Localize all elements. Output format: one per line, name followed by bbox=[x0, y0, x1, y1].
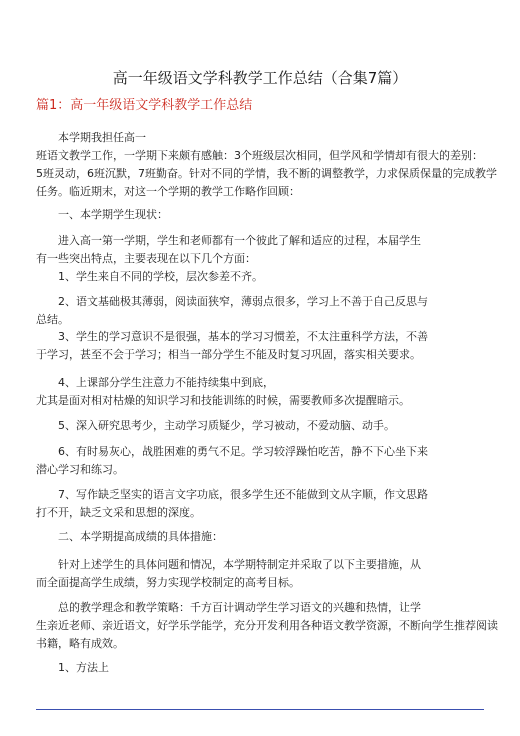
text-line: 书籍，略有成效。 bbox=[36, 637, 124, 650]
paragraph-method bbox=[36, 659, 486, 677]
text-line: 一、本学期学生现状： bbox=[36, 208, 168, 221]
text-line: 3、学生的学习意识不是很强，基本的学习习惯差，不太注重科学方法，不善 bbox=[36, 330, 428, 343]
text-line: 7、写作缺乏坚实的语言文字功底，很多学生还不能做到文从字顺，作文思路 bbox=[36, 488, 428, 501]
section-heading: 篇1：高一年级语文学科教学工作总结 bbox=[36, 98, 253, 113]
text-line: 2、语文基础极其薄弱，阅读面狭窄，薄弱点很多，学习上不善于自己反思与 bbox=[36, 295, 428, 308]
text-line: 进入高一第一学期，学生和老师都有一个彼此了解和适应的过程，本届学生 bbox=[36, 234, 421, 247]
text-line: 6、有时易灰心，战胜困难的勇气不足。学习较浮躁怕吃苦，静不下心坐下来 bbox=[36, 445, 428, 458]
text-line: 1、方法上 bbox=[36, 661, 109, 674]
paragraph-heading-measures bbox=[36, 528, 486, 546]
text-line: 5、深入研究思考少，主动学习质疑少，学习被动，不爱动脑、动手。 bbox=[36, 419, 395, 432]
bottom-divider bbox=[36, 709, 484, 710]
text-line: 总结。 bbox=[36, 313, 69, 326]
text-line: 5班灵动，6班沉默，7班勤奋。针对不同的学情，我不断的调整教学，力求保质保量的完成教学 bbox=[36, 167, 497, 180]
text-line: 总的教学理念和教学策略：千方百计调动学生学习语文的兴趣和热情，让学 bbox=[36, 601, 421, 614]
text-line: 有一些突出特点，主要表现在以下几个方面： bbox=[36, 252, 256, 265]
paragraph-point-5 bbox=[36, 417, 486, 435]
text-line: 生亲近老师、亲近语文，好学乐学能学，充分开发利用各种语文教学资源，不断向学生推荐阅读 bbox=[36, 619, 498, 632]
text-line: 潜心学习和练习。 bbox=[36, 463, 124, 476]
paragraph-point-4 bbox=[36, 374, 486, 410]
paragraph-measures bbox=[36, 556, 486, 592]
paragraph-point-3 bbox=[36, 328, 486, 364]
paragraph-point-1 bbox=[36, 268, 486, 286]
paragraph-strategy bbox=[36, 599, 498, 653]
text-line: 打不开，缺乏文采和思想的深度。 bbox=[36, 506, 201, 519]
paragraph-heading-status bbox=[36, 206, 486, 224]
text-line: 班语文教学工作，一学期下来颇有感触：3个班级层次相同，但学风和学情却有很大的差别： bbox=[36, 149, 483, 162]
text-line: 尤其是面对相对枯燥的知识学习和技能训练的时候，需要教师多次提醒暗示。 bbox=[36, 394, 410, 407]
document-title: 高一年级语文学科教学工作总结（合集7篇） bbox=[112, 69, 408, 87]
paragraph-intro bbox=[36, 129, 497, 201]
text-line: 任务。临近期末，对这一个学期的教学工作略作回顾： bbox=[36, 185, 300, 198]
text-line: 二、本学期提高成绩的具体措施： bbox=[36, 530, 223, 543]
paragraph-point-6 bbox=[36, 443, 486, 479]
text-line: 1、学生来自不同的学校，层次参差不齐。 bbox=[36, 270, 263, 283]
text-line: 本学期我担任高一 bbox=[36, 131, 146, 144]
paragraph-point-2 bbox=[36, 293, 486, 329]
paragraph-status bbox=[36, 232, 486, 268]
text-line: 于学习，甚至不会于学习；相当一部分学生不能及时复习巩固，落实相关要求。 bbox=[36, 348, 421, 361]
text-line: 针对上述学生的具体问题和情况，本学期特制定并采取了以下主要措施，从 bbox=[36, 558, 421, 571]
paragraph-point-7 bbox=[36, 486, 486, 522]
text-line: 而全面提高学生成绩，努力实现学校制定的高考目标。 bbox=[36, 576, 300, 589]
text-line: 4、上课部分学生注意力不能持续集中到底， bbox=[36, 376, 274, 389]
